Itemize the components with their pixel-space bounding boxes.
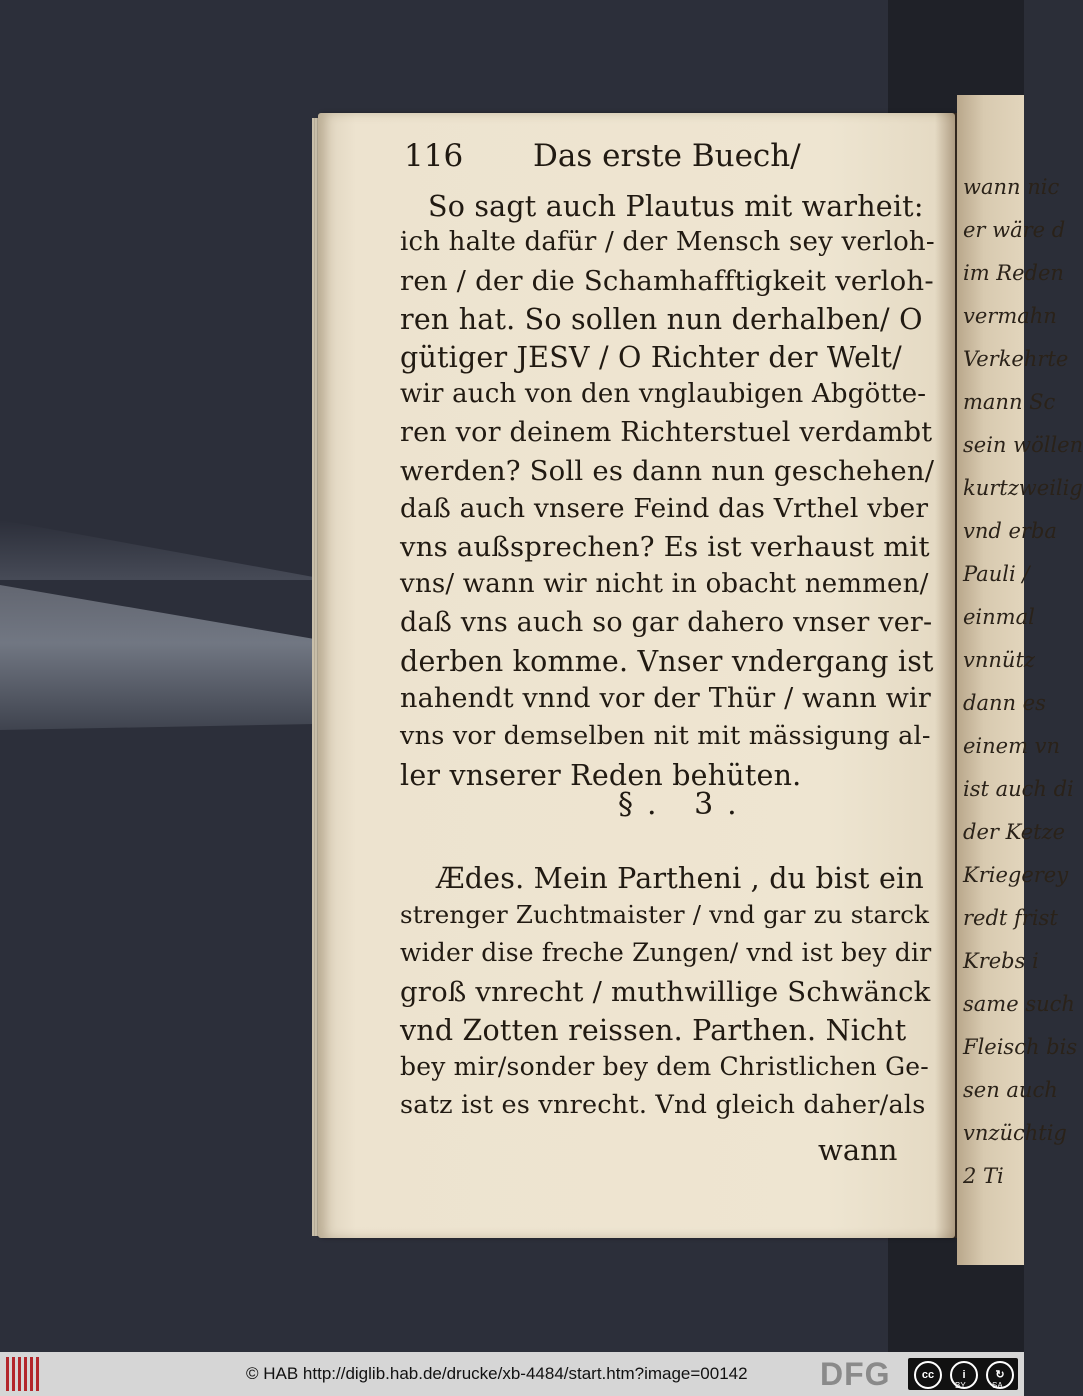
text-line: nahendt vnnd vor der Thür / wann wir [400, 683, 931, 714]
facing-page-line: sen auch [963, 1078, 1058, 1102]
facing-page-line: ist auch di [963, 777, 1074, 801]
text-line: groß vnrecht / muthwillige Schwänck [400, 976, 931, 1008]
facing-page-line: einmal [963, 605, 1035, 629]
facing-page-line: Krebs i [963, 949, 1039, 973]
facing-page-line: Pauli / [963, 562, 1030, 586]
sa-icon: ↻ [986, 1361, 1014, 1389]
facing-page-line: im Reden [963, 261, 1064, 285]
attribution-link[interactable]: © HAB http://diglib.hab.de/drucke/xb-4484/start.htm?image=00142 [246, 1364, 748, 1383]
facing-page-line: kurtzweilig [963, 476, 1083, 500]
text-line: derben komme. Vnser vndergang ist [400, 645, 934, 678]
text-line: Ædes. Mein Partheni , du bist ein [436, 862, 924, 895]
library-logo-icon [6, 1357, 46, 1391]
facing-page-line: Kriegerey [963, 863, 1069, 887]
text-line: ler vnserer Reden behüten. [400, 759, 802, 792]
facing-page-line: Fleisch bis [963, 1035, 1078, 1059]
text-line: daß vns auch so gar dahero vnser ver- [400, 607, 933, 638]
facing-page-line: mann Sc [963, 390, 1056, 414]
by-icon: i [950, 1361, 978, 1389]
facing-page-line: einem vn [963, 734, 1061, 758]
facing-page-line: dann es [963, 691, 1046, 715]
by-label: BY [955, 1381, 966, 1390]
text-line: strenger Zuchtmaister / vnd gar zu starck [400, 900, 930, 929]
facing-page-line: vnzüchtig [963, 1121, 1067, 1145]
page-number: 116 [404, 138, 464, 174]
catchword: wann [818, 1133, 898, 1167]
text-line: vns außsprechen? Es ist verhaust mit [400, 531, 930, 563]
facing-page-line: same such [963, 992, 1075, 1016]
facing-page-line: der Ketze [963, 820, 1066, 844]
cc-license-icon[interactable] [908, 1358, 1018, 1390]
facing-page-line: sein wöllen [963, 433, 1083, 457]
text-line: ren vor deinem Richterstuel verdambt [400, 417, 933, 448]
text-line: ich halte dafür / der Mensch sey verloh- [400, 227, 935, 257]
facing-page-line: vermahn [963, 304, 1057, 328]
facing-page-line: wann nic [963, 175, 1060, 199]
facing-page-line: 2 Ti [963, 1164, 1004, 1188]
running-title: Das erste Buech/ [533, 138, 801, 174]
facing-page-line: vnnütz [963, 648, 1035, 672]
footer-bar [0, 1352, 1024, 1396]
text-line: vns/ wann wir nicht in obacht nemmen/ [400, 569, 929, 599]
text-line: wir auch von den vnglaubigen Abgötte- [400, 379, 927, 409]
text-line: ren / der die Schamhafftigkeit verloh- [400, 265, 934, 297]
text-line: satz ist es vnrecht. Vnd gleich daher/als [400, 1090, 926, 1120]
facing-page-line: vnd erba [963, 519, 1057, 543]
text-line: bey mir/sonder bey dem Christlichen Ge- [400, 1052, 929, 1081]
text-line: ren hat. So sollen nun derhalben/ O [400, 303, 923, 336]
book-gutter [935, 113, 959, 1238]
facing-page-line: er wäre d [963, 218, 1066, 242]
text-line: daß auch vnsere Feind das Vrthel vber [400, 493, 929, 524]
text-line: wider dise freche Zungen/ vnd ist bey dir [400, 938, 932, 967]
text-line: So sagt auch Plautus mit warheit: [428, 190, 924, 223]
text-line: vnd Zotten reissen. Parthen. Nicht [400, 1014, 907, 1047]
facing-page-line: redt frist [963, 906, 1058, 930]
text-line: werden? Soll es dann nun geschehen/ [400, 455, 935, 487]
facing-page-line: Verkehrte [963, 347, 1069, 371]
facing-page [957, 95, 1083, 1265]
sa-label: SA [992, 1381, 1003, 1390]
cc-icon: cc [914, 1361, 942, 1389]
text-line: gütiger JESV / O Richter der Welt/ [400, 341, 902, 374]
dfg-logo: DFG [820, 1356, 891, 1392]
section-mark: §. 3. [618, 787, 751, 822]
text-line: vns vor demselben nit mit mässigung al- [400, 721, 931, 751]
